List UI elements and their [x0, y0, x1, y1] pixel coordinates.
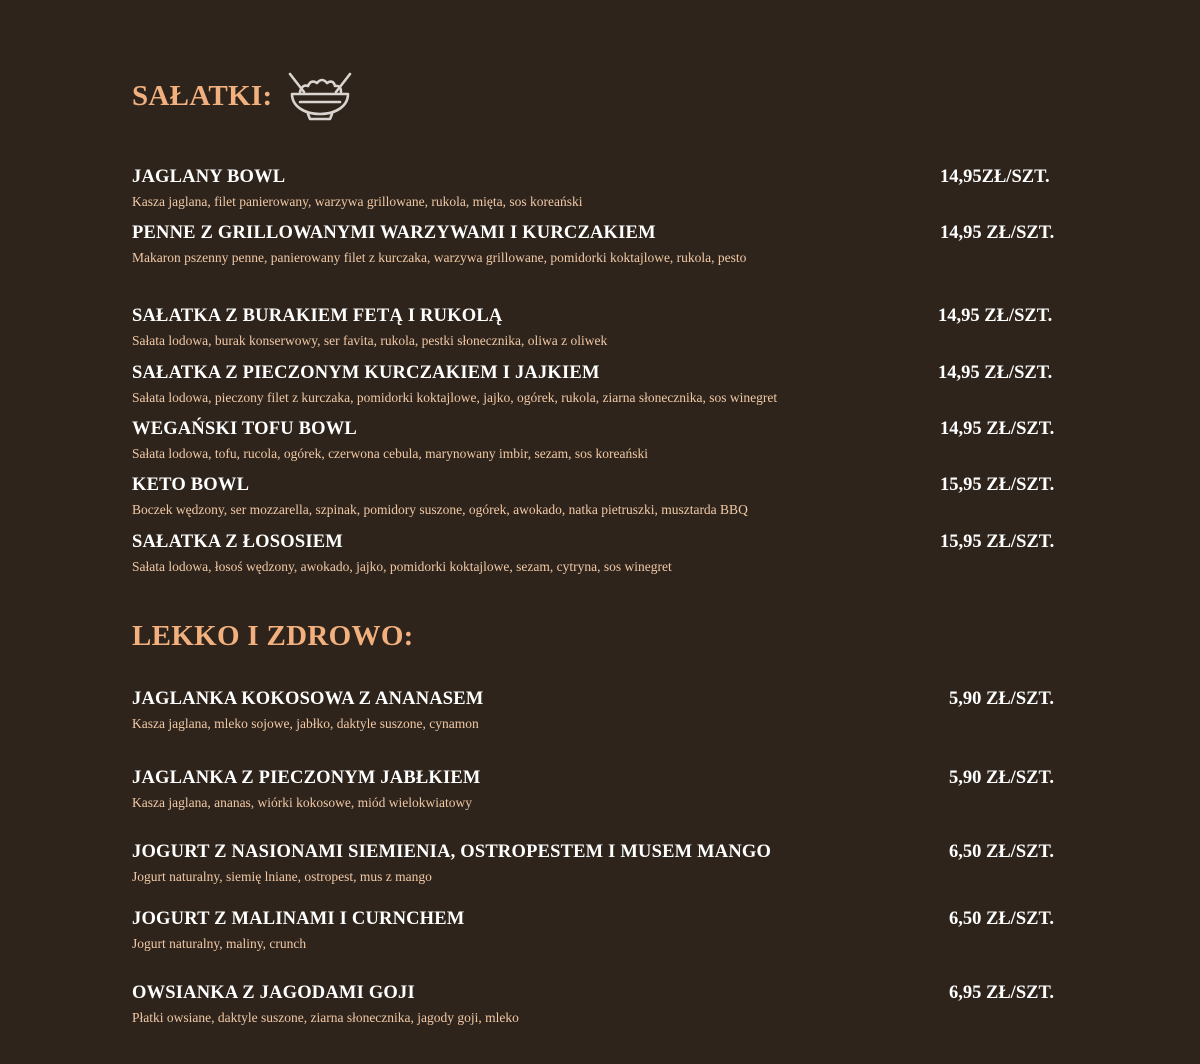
item-description: Makaron pszenny penne, panierowany filet z kurczaka, warzywa grillowane, pomidorki koktajlowe, rukola, pesto: [132, 250, 747, 265]
salad-bowl-icon: [286, 70, 354, 122]
section-title-text: SAŁATKI:: [132, 79, 273, 112]
section-title-salads: [132, 70, 354, 122]
item-name: JOGURT Z NASIONAMI SIEMIENIA, OSTROPESTEM I MUSEM MANGO: [132, 842, 772, 862]
item-price: 15,95 ZŁ/SZT.: [940, 475, 1055, 495]
item-name: JAGLANY BOWL: [132, 167, 286, 187]
item-description: Sałata lodowa, burak konserwowy, ser favita, rukola, pestki słonecznika, oliwa z oliwek: [132, 333, 608, 348]
item-description: Jogurt naturalny, siemię lniane, ostropest, mus z mango: [132, 869, 432, 884]
item-price: 14,95 ZŁ/SZT.: [940, 223, 1055, 243]
item-name: JAGLANKA Z PIECZONYM JABŁKIEM: [132, 768, 481, 788]
item-name: JAGLANKA KOKOSOWA Z ANANASEM: [132, 689, 484, 709]
item-name: PENNE Z GRILLOWANYMI WARZYWAMI I KURCZAKIEM: [132, 223, 656, 243]
item-description: Kasza jaglana, ananas, wiórki kokosowe, miód wielokwiatowy: [132, 795, 473, 810]
item-name: SAŁATKA Z ŁOSOSIEM: [132, 532, 343, 552]
item-description: Sałata lodowa, pieczony filet z kurczaka, pomidorki koktajlowe, jajko, ogórek, rukola, ziarna słonecznika, sos winegret: [132, 390, 778, 405]
item-name: WEGAŃSKI TOFU BOWL: [132, 419, 357, 439]
section-title-text: LEKKO I ZDROWO:: [132, 620, 414, 652]
item-price: 6,50 ZŁ/SZT.: [949, 909, 1055, 929]
item-description: Boczek wędzony, ser mozzarella, szpinak, pomidory suszone, ogórek, awokado, natka pietruszki, musztarda BBQ: [132, 502, 748, 517]
item-price: 6,95 ZŁ/SZT.: [949, 983, 1055, 1003]
item-price: 5,90 ZŁ/SZT.: [949, 768, 1055, 788]
item-description: Kasza jaglana, filet panierowany, warzywa grillowane, rukola, mięta, sos koreański: [132, 194, 583, 209]
item-price: 6,50 ZŁ/SZT.: [949, 842, 1055, 862]
item-price: 14,95 ZŁ/SZT.: [938, 363, 1053, 383]
section-title-light-healthy: [132, 622, 414, 651]
item-name: OWSIANKA Z JAGODAMI GOJI: [132, 983, 415, 1003]
item-price: 14,95 ZŁ/SZT.: [940, 419, 1055, 439]
item-description: Sałata lodowa, łosoś wędzony, awokado, jajko, pomidorki koktajlowe, sezam, cytryna, sos winegret: [132, 559, 672, 574]
item-price: 14,95ZŁ/SZT.: [940, 167, 1050, 187]
item-name: JOGURT Z MALINAMI I CURNCHEM: [132, 909, 465, 929]
item-price: 14,95 ZŁ/SZT.: [938, 306, 1053, 326]
item-price: 15,95 ZŁ/SZT.: [940, 532, 1055, 552]
item-price: 5,90 ZŁ/SZT.: [949, 689, 1055, 709]
item-description: Płatki owsiane, daktyle suszone, ziarna słonecznika, jagody goji, mleko: [132, 1010, 519, 1025]
item-name: SAŁATKA Z PIECZONYM KURCZAKIEM I JAJKIEM: [132, 363, 600, 383]
item-name: KETO BOWL: [132, 475, 250, 495]
item-description: Sałata lodowa, tofu, rucola, ogórek, czerwona cebula, marynowany imbir, sezam, sos koreański: [132, 446, 649, 461]
item-name: SAŁATKA Z BURAKIEM FETĄ I RUKOLĄ: [132, 306, 503, 326]
item-description: Kasza jaglana, mleko sojowe, jabłko, daktyle suszone, cynamon: [132, 716, 479, 731]
item-description: Jogurt naturalny, maliny, crunch: [132, 936, 307, 951]
